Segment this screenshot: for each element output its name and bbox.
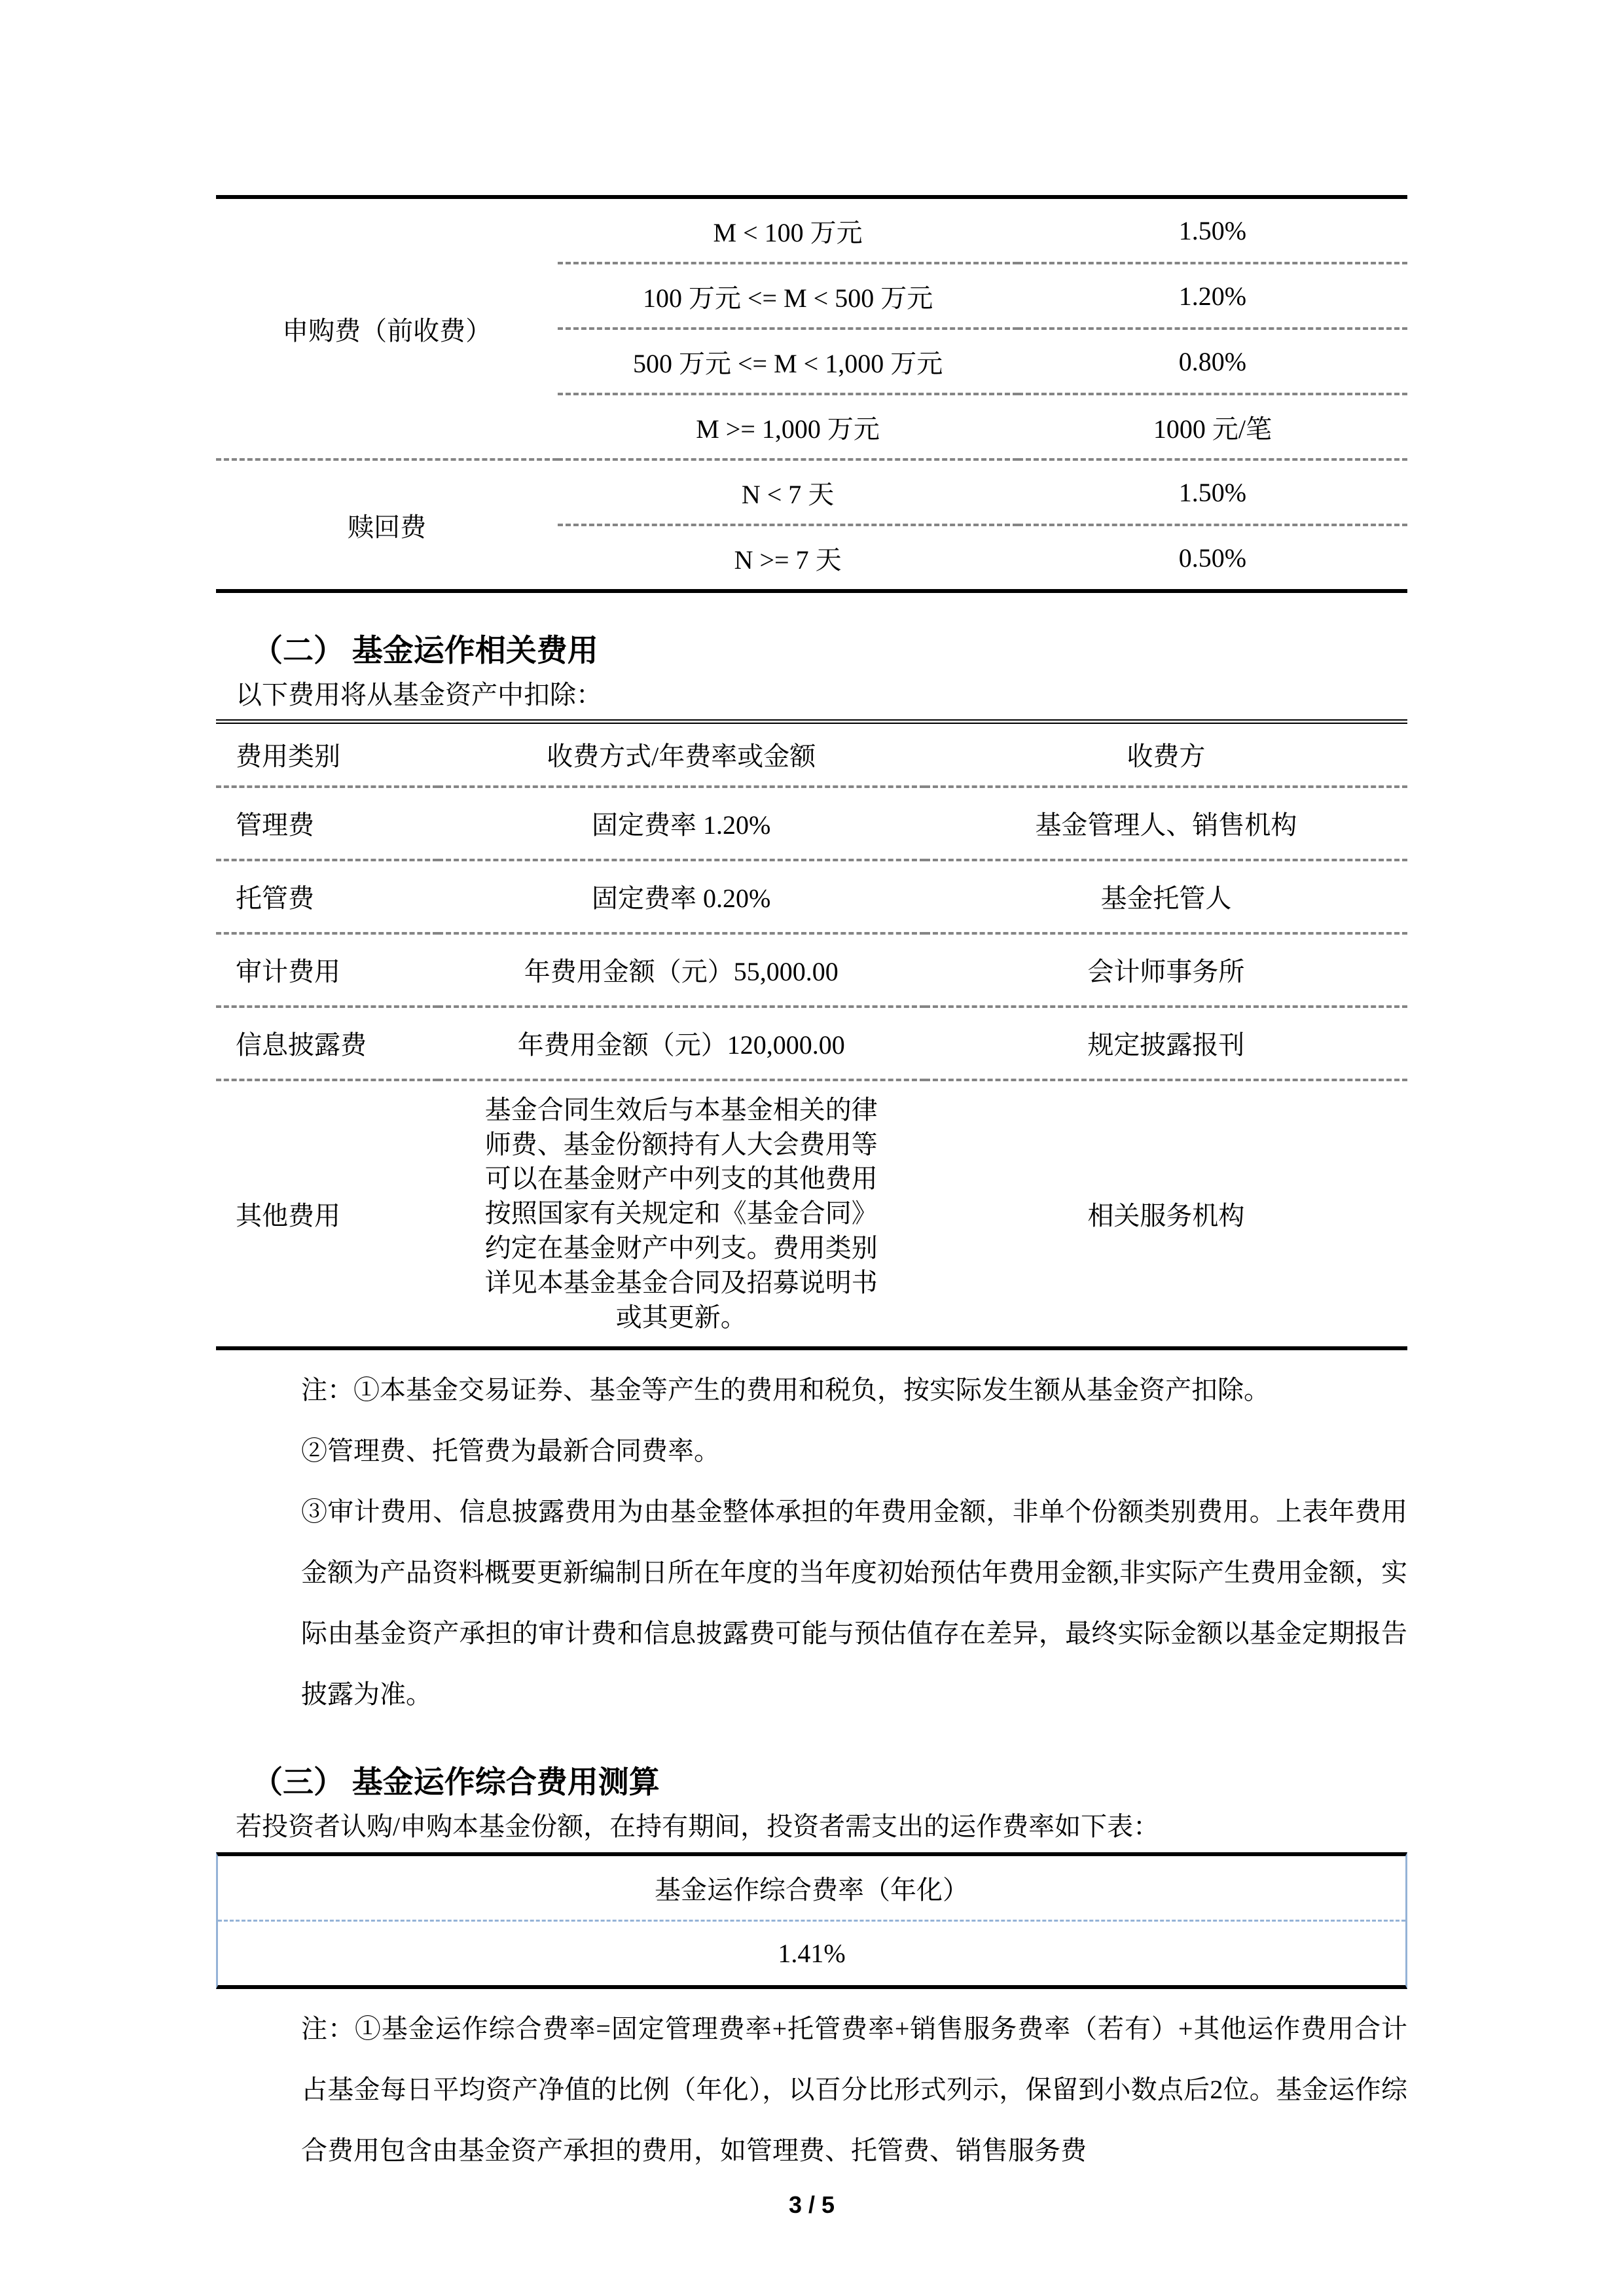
tier-fee-cell: 0.50% [1018, 525, 1407, 591]
note-paragraph: 注：①基金运作综合费率=固定管理费率+托管费率+销售服务费率（若有）+其他运作费用合计占基金每日平均资产净值的比例（年化），以百分比形式列示，保留到小数点后2位。基金运作综合费用包含由基金资产承担的费用，如管理费、托管费、销售服务费 [301, 2014, 1407, 2166]
payee-cell: 规定披露报刊 [925, 1007, 1407, 1080]
table-row [216, 933, 1407, 1007]
page-content [216, 195, 1407, 2219]
purchase-redemption-fee-table [216, 195, 1407, 593]
charge-method-cell: 固定费率 0.20% [438, 860, 925, 933]
tier-fee-cell: 1.50% [1018, 459, 1407, 525]
table-row [216, 787, 1407, 860]
charge-method-cell: 年费用金额（元）120,000.00 [438, 1007, 925, 1080]
comprehensive-fee-notes [301, 1998, 1407, 2181]
section-heading-comprehensive-fee: （三） 基金运作综合费用测算 [252, 1766, 660, 1801]
charge-method-cell: 固定费率 1.20% [438, 787, 925, 860]
table-row [216, 860, 1407, 933]
tier-fee-cell: 1000 元/笔 [1018, 394, 1407, 459]
page-number: 3 / 5 [788, 2191, 835, 2219]
comprehensive-fee-table [216, 1852, 1407, 1989]
tier-fee-cell: 1.20% [1018, 263, 1407, 329]
tier-condition-cell: M >= 1,000 万元 [558, 394, 1018, 459]
column-header-fee-type: 费用类别 [236, 742, 340, 772]
payee-cell: 相关服务机构 [925, 1080, 1407, 1349]
operation-fees-notes [301, 1359, 1407, 1725]
table-row [216, 1007, 1407, 1080]
payee-cell: 会计师事务所 [925, 933, 1407, 1007]
fee-type-cell: 其他费用 [216, 1080, 438, 1349]
payee-cell: 基金托管人 [925, 860, 1407, 933]
tier-condition-cell: 100 万元 <= M < 500 万元 [558, 263, 1018, 329]
fee-type-cell: 审计费用 [216, 933, 438, 1007]
table-row [216, 459, 1407, 525]
comprehensive-fee-intro: 若投资者认购/申购本基金份额，在持有期间，投资者需支出的运作费率如下表： [236, 1812, 1160, 1842]
redemption-fee-category-cell: 赎回费 [216, 459, 558, 591]
table-header-row [216, 721, 1407, 787]
section-heading-operation-fees: （二） 基金运作相关费用 [252, 634, 598, 668]
tier-condition-cell: N >= 7 天 [558, 525, 1018, 591]
charge-method-cell: 年费用金额（元）55,000.00 [438, 933, 925, 1007]
fee-type-cell: 信息披露费 [216, 1007, 438, 1080]
comprehensive-fee-value: 1.41% [218, 1920, 1405, 1985]
column-header-charge-method: 收费方式/年费率或金额 [547, 742, 816, 772]
operation-fees-intro: 以下费用将从基金资产中扣除： [236, 679, 602, 709]
tier-condition-cell: 500 万元 <= M < 1,000 万元 [558, 329, 1018, 394]
comprehensive-fee-header: 基金运作综合费率（年化） [655, 1875, 969, 1905]
note-paragraph: 注：①本基金交易证券、基金等产生的费用和税负，按实际发生额从基金资产扣除。 [301, 1375, 1270, 1405]
tier-condition-cell: M < 100 万元 [713, 217, 863, 247]
fee-type-cell: 托管费 [216, 860, 438, 933]
payee-cell: 基金管理人、销售机构 [925, 787, 1407, 860]
tier-fee-cell: 0.80% [1018, 329, 1407, 394]
table-row [216, 1080, 1407, 1349]
fee-type-cell: 管理费 [216, 787, 438, 860]
subscription-fee-category-cell: 申购费（前收费） [282, 315, 492, 346]
note-paragraph: ③审计费用、信息披露费用为由基金整体承担的年费用金额，非单个份额类别费用。上表年费用金额为产品资料概要更新编制日所在年度的当年度初始预估年费用金额,非实际产生费用金额，实际由基金资产承担的审计费和信息披露费可能与预估值存在差异，最终实际金额以基金定期报告披露为准。 [301, 1497, 1407, 1710]
tier-condition-cell: N < 7 天 [558, 459, 1018, 525]
note-paragraph: ②管理费、托管费为最新合同费率。 [301, 1436, 720, 1466]
column-header-payee: 收费方 [1127, 742, 1206, 772]
table-row [216, 197, 1407, 263]
operation-fees-table [216, 719, 1407, 1351]
charge-method-cell: 基金合同生效后与本基金相关的律师费、基金份额持有人大会费用等可以在基金财产中列支的其他费用按照国家有关规定和《基金合同》约定在基金财产中列支。费用类别详见本基金基金合同及招募说明书或其更新。 [438, 1080, 925, 1349]
tier-fee-cell: 1.50% [1178, 215, 1247, 245]
